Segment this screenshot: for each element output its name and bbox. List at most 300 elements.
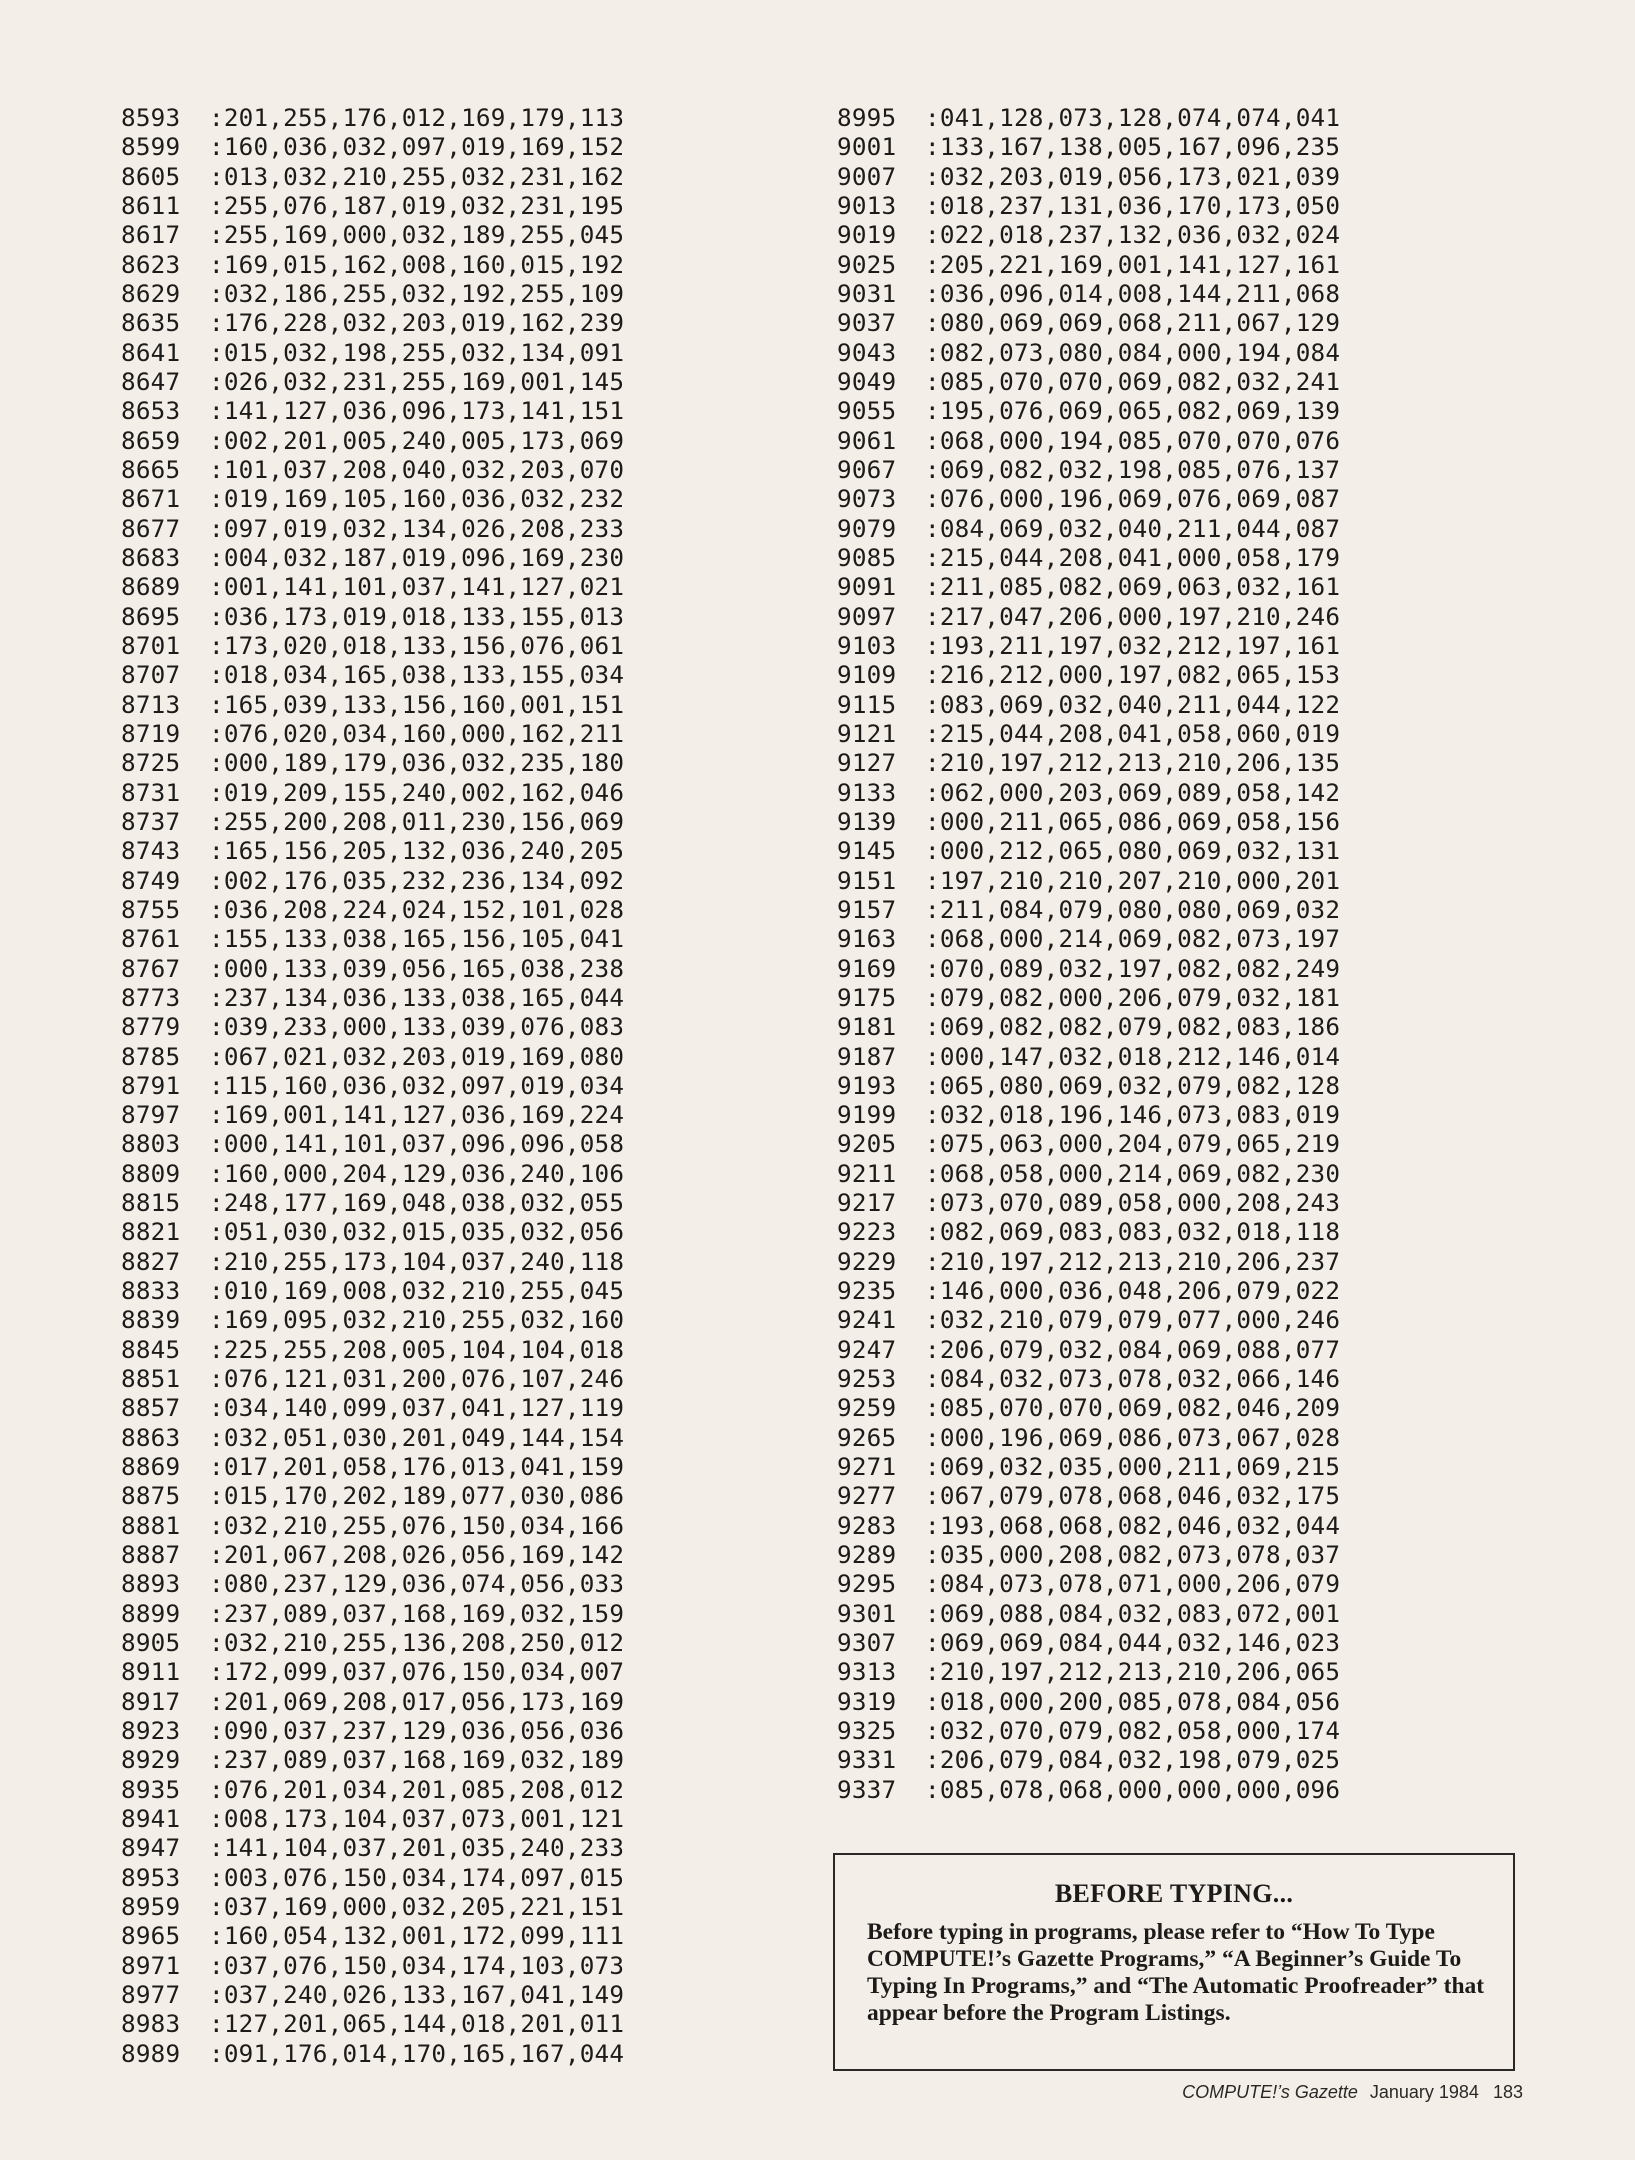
listing-line (837, 1276, 1340, 1305)
line-data: :036,173,019,018,133,155,013 (209, 601, 625, 631)
line-data: :248,177,169,048,038,032,055 (209, 1188, 625, 1218)
line-number: 9127 (837, 748, 897, 778)
listing-line (837, 1129, 1340, 1158)
listing-line (121, 2039, 624, 2068)
listing-line (837, 1745, 1340, 1774)
line-number: 9307 (837, 1628, 897, 1658)
listing-line (121, 1247, 624, 1276)
line-data: :197,210,210,207,210,000,201 (925, 865, 1341, 895)
before-typing-box (833, 1853, 1515, 2071)
line-number: 9031 (837, 278, 897, 308)
line-number: 8605 (121, 161, 181, 191)
line-number: 9061 (837, 425, 897, 455)
line-data: :146,000,036,048,206,079,022 (925, 1276, 1341, 1306)
line-data: :065,080,069,032,079,082,128 (925, 1070, 1341, 1100)
listing-line (837, 1628, 1340, 1657)
box-title: BEFORE TYPING... (1054, 1879, 1294, 1908)
listing-line (837, 1305, 1340, 1334)
line-number: 8965 (121, 1921, 181, 1951)
line-data: :022,018,237,132,036,032,024 (925, 220, 1341, 250)
line-data: :215,044,208,041,058,060,019 (925, 718, 1341, 748)
line-number: 9295 (837, 1569, 897, 1599)
line-number: 9025 (837, 249, 897, 279)
line-data: :210,197,212,213,210,206,237 (925, 1246, 1341, 1276)
line-data: :101,037,208,040,032,203,070 (209, 454, 625, 484)
line-number: 8761 (121, 924, 181, 954)
line-data: :069,082,082,079,082,083,186 (925, 1012, 1341, 1042)
listing-line (837, 1569, 1340, 1598)
line-data: :173,020,018,133,156,076,061 (209, 630, 625, 660)
listing-line (121, 1452, 624, 1481)
line-data: :097,019,032,134,026,208,233 (209, 513, 625, 543)
line-number: 8797 (121, 1100, 181, 1130)
line-number: 9259 (837, 1393, 897, 1423)
line-number: 9121 (837, 718, 897, 748)
listing-line (837, 631, 1340, 660)
line-number: 8821 (121, 1217, 181, 1247)
footer-date: January 1984 (1369, 2082, 1479, 2102)
line-data: :013,032,210,255,032,231,162 (209, 161, 625, 191)
listing-column-right (837, 103, 1340, 1804)
line-data: :000,147,032,018,212,146,014 (925, 1041, 1341, 1071)
line-number: 8875 (121, 1481, 181, 1511)
line-number: 9013 (837, 190, 897, 220)
line-number: 8599 (121, 132, 181, 162)
line-data: :004,032,187,019,096,169,230 (209, 542, 625, 572)
line-data: :083,069,032,040,211,044,122 (925, 689, 1341, 719)
listing-line (121, 1217, 624, 1246)
line-number: 9091 (837, 572, 897, 602)
line-data: :165,156,205,132,036,240,205 (209, 836, 625, 866)
listing-line (837, 103, 1340, 132)
line-data: :237,134,036,133,038,165,044 (209, 982, 625, 1012)
line-number: 8857 (121, 1393, 181, 1423)
line-number: 8983 (121, 2009, 181, 2039)
line-data: :067,021,032,203,019,169,080 (209, 1041, 625, 1071)
line-data: :084,069,032,040,211,044,087 (925, 513, 1341, 543)
line-data: :193,068,068,082,046,032,044 (925, 1510, 1341, 1540)
line-number: 9157 (837, 894, 897, 924)
listing-line (121, 1921, 624, 1950)
line-number: 8719 (121, 718, 181, 748)
line-data: :039,233,000,133,039,076,083 (209, 1012, 625, 1042)
listing-line (121, 1188, 624, 1217)
line-number: 9193 (837, 1070, 897, 1100)
line-number: 8773 (121, 982, 181, 1012)
line-number: 8809 (121, 1158, 181, 1188)
listing-line (837, 983, 1340, 1012)
line-data: :037,076,150,034,174,103,073 (209, 1950, 625, 1980)
listing-line (837, 1100, 1340, 1129)
line-number: 8731 (121, 777, 181, 807)
line-data: :169,001,141,127,036,169,224 (209, 1100, 625, 1130)
listing-line (121, 1393, 624, 1422)
listing-line (837, 1071, 1340, 1100)
line-number: 8971 (121, 1950, 181, 1980)
listing-line (837, 543, 1340, 572)
line-data: :160,054,132,001,172,099,111 (209, 1921, 625, 1951)
listing-line (121, 1335, 624, 1364)
line-number: 8899 (121, 1598, 181, 1628)
line-number: 8893 (121, 1569, 181, 1599)
line-data: :082,073,080,084,000,194,084 (925, 337, 1341, 367)
listing-line (837, 1687, 1340, 1716)
line-number: 9115 (837, 689, 897, 719)
listing-line (837, 1217, 1340, 1246)
line-data: :070,089,032,197,082,082,249 (925, 953, 1341, 983)
line-data: :133,167,138,005,167,096,235 (925, 132, 1341, 162)
line-data: :085,070,070,069,082,046,209 (925, 1393, 1341, 1423)
line-number: 9277 (837, 1481, 897, 1511)
listing-line (837, 690, 1340, 719)
listing-line (837, 1775, 1340, 1804)
line-data: :215,044,208,041,000,058,179 (925, 542, 1341, 572)
line-number: 9301 (837, 1598, 897, 1628)
line-data: :032,070,079,082,058,000,174 (925, 1716, 1341, 1746)
line-data: :084,073,078,071,000,206,079 (925, 1569, 1341, 1599)
listing-line (121, 132, 624, 161)
line-number: 9223 (837, 1217, 897, 1247)
line-data: :076,121,031,200,076,107,246 (209, 1364, 625, 1394)
line-data: :216,212,000,197,082,065,153 (925, 660, 1341, 690)
line-data: :155,133,038,165,156,105,041 (209, 924, 625, 954)
listing-line (121, 807, 624, 836)
line-data: :032,203,019,056,173,021,039 (925, 161, 1341, 191)
line-number: 9199 (837, 1100, 897, 1130)
line-data: :018,034,165,038,133,155,034 (209, 660, 625, 690)
line-data: :069,088,084,032,083,072,001 (925, 1598, 1341, 1628)
line-number: 8953 (121, 1862, 181, 1892)
listing-line (121, 1100, 624, 1129)
line-data: :018,000,200,085,078,084,056 (925, 1686, 1341, 1716)
line-data: :210,255,173,104,037,240,118 (209, 1246, 625, 1276)
line-number: 9145 (837, 836, 897, 866)
line-number: 8707 (121, 660, 181, 690)
line-data: :172,099,037,076,150,034,007 (209, 1657, 625, 1687)
listing-line (837, 778, 1340, 807)
line-number: 9133 (837, 777, 897, 807)
listing-line (121, 631, 624, 660)
line-number: 8863 (121, 1422, 181, 1452)
listing-line (837, 1247, 1340, 1276)
line-number: 8659 (121, 425, 181, 455)
listing-line (121, 924, 624, 953)
listing-line (837, 162, 1340, 191)
line-number: 8701 (121, 630, 181, 660)
line-data: :206,079,084,032,198,079,025 (925, 1745, 1341, 1775)
listing-line (837, 748, 1340, 777)
listing-line (837, 924, 1340, 953)
listing-line (837, 954, 1340, 983)
listing-line (837, 338, 1340, 367)
listing-line (121, 1833, 624, 1862)
line-data: :085,078,068,000,000,000,096 (925, 1774, 1341, 1804)
line-number: 8755 (121, 894, 181, 924)
listing-line (121, 690, 624, 719)
listing-line (837, 1423, 1340, 1452)
line-number: 8629 (121, 278, 181, 308)
line-data: :035,000,208,082,073,078,037 (925, 1540, 1341, 1570)
line-data: :073,070,089,058,000,208,243 (925, 1188, 1341, 1218)
line-number: 8689 (121, 572, 181, 602)
line-number: 9037 (837, 308, 897, 338)
line-data: :127,201,065,144,018,201,011 (209, 2009, 625, 2039)
line-number: 9001 (837, 132, 897, 162)
listing-line (121, 1980, 624, 2009)
line-number: 9103 (837, 630, 897, 660)
listing-line (121, 1863, 624, 1892)
listing-line (121, 1511, 624, 1540)
listing-line (837, 1364, 1340, 1393)
listing-line (121, 103, 624, 132)
listing-line (121, 778, 624, 807)
listing-line (837, 514, 1340, 543)
line-number: 9283 (837, 1510, 897, 1540)
line-number: 8977 (121, 1980, 181, 2009)
line-number: 8947 (121, 1833, 181, 1863)
line-number: 9229 (837, 1246, 897, 1276)
line-data: :141,127,036,096,173,141,151 (209, 396, 625, 426)
listing-line (837, 455, 1340, 484)
line-number: 8695 (121, 601, 181, 631)
listing-line (121, 426, 624, 455)
line-number: 8725 (121, 748, 181, 778)
listing-line (837, 132, 1340, 161)
listing-column-left (121, 103, 624, 2068)
line-number: 8743 (121, 836, 181, 866)
line-number: 9337 (837, 1774, 897, 1804)
listing-line (121, 396, 624, 425)
listing-line (121, 484, 624, 513)
line-data: :000,212,065,080,069,032,131 (925, 836, 1341, 866)
line-data: :068,000,194,085,070,070,076 (925, 425, 1341, 455)
line-data: :076,020,034,160,000,162,211 (209, 718, 625, 748)
listing-line (837, 719, 1340, 748)
line-data: :032,210,255,076,150,034,166 (209, 1510, 625, 1540)
box-body: Before typing in programs, please refer to “How To Type COMPUTE!’s Gazette Programs,” “A Beginner’s Guide To Typing In Programs,” and “The Automatic Proofreader” that appear before the Program Listings. (867, 1919, 1485, 2026)
line-data: :201,067,208,026,056,169,142 (209, 1540, 625, 1570)
line-data: :037,240,026,133,167,041,149 (209, 1980, 625, 2009)
line-data: :176,228,032,203,019,162,239 (209, 308, 625, 338)
line-data: :041,128,073,128,074,074,041 (925, 103, 1341, 132)
listing-line (121, 220, 624, 249)
listing-line (837, 660, 1340, 689)
line-data: :001,141,101,037,141,127,021 (209, 572, 625, 602)
line-data: :255,200,208,011,230,156,069 (209, 806, 625, 836)
listing-line (121, 1481, 624, 1510)
line-data: :010,169,008,032,210,255,045 (209, 1276, 625, 1306)
line-data: :026,032,231,255,169,001,145 (209, 366, 625, 396)
listing-line (837, 1511, 1340, 1540)
line-number: 8653 (121, 396, 181, 426)
line-number: 8677 (121, 513, 181, 543)
line-data: :018,237,131,036,170,173,050 (925, 190, 1341, 220)
line-number: 9331 (837, 1745, 897, 1775)
listing-line (121, 1276, 624, 1305)
line-data: :210,197,212,213,210,206,135 (925, 748, 1341, 778)
listing-line (837, 1452, 1340, 1481)
listing-line (121, 954, 624, 983)
listing-line (121, 1657, 624, 1686)
line-number: 9055 (837, 396, 897, 426)
line-data: :003,076,150,034,174,097,015 (209, 1862, 625, 1892)
line-number: 8785 (121, 1041, 181, 1071)
listing-line (121, 1892, 624, 1921)
line-data: :090,037,237,129,036,056,036 (209, 1716, 625, 1746)
line-number: 9265 (837, 1422, 897, 1452)
listing-line (121, 1951, 624, 1980)
line-data: :036,096,014,008,144,211,068 (925, 278, 1341, 308)
line-data: :255,169,000,032,189,255,045 (209, 220, 625, 250)
line-data: :237,089,037,168,169,032,159 (209, 1598, 625, 1628)
listing-line (121, 543, 624, 572)
listing-line (121, 836, 624, 865)
line-number: 8833 (121, 1276, 181, 1306)
listing-line (837, 1393, 1340, 1422)
listing-line (121, 1364, 624, 1393)
line-number: 8905 (121, 1628, 181, 1658)
listing-line (837, 572, 1340, 601)
line-data: :069,032,035,000,211,069,215 (925, 1452, 1341, 1482)
listing-line (121, 308, 624, 337)
line-data: :165,039,133,156,160,001,151 (209, 689, 625, 719)
line-data: :008,173,104,037,073,001,121 (209, 1804, 625, 1834)
line-data: :019,169,105,160,036,032,232 (209, 484, 625, 514)
line-data: :000,211,065,086,069,058,156 (925, 806, 1341, 836)
line-number: 8611 (121, 190, 181, 220)
listing-line (121, 748, 624, 777)
line-data: :076,201,034,201,085,208,012 (209, 1774, 625, 1804)
listing-line (837, 1042, 1340, 1071)
line-data: :080,069,069,068,211,067,129 (925, 308, 1341, 338)
line-number: 8635 (121, 308, 181, 338)
line-number: 9175 (837, 982, 897, 1012)
listing-line (121, 162, 624, 191)
line-number: 9169 (837, 953, 897, 983)
line-data: :211,085,082,069,063,032,161 (925, 572, 1341, 602)
listing-line (121, 1716, 624, 1745)
line-data: :069,082,032,198,085,076,137 (925, 454, 1341, 484)
line-number: 8683 (121, 542, 181, 572)
line-data: :051,030,032,015,035,032,056 (209, 1217, 625, 1247)
line-number: 9163 (837, 924, 897, 954)
listing-line (837, 1599, 1340, 1628)
listing-line (121, 1305, 624, 1334)
line-data: :225,255,208,005,104,104,018 (209, 1334, 625, 1364)
line-number: 9043 (837, 337, 897, 367)
line-number: 8941 (121, 1804, 181, 1834)
line-number: 8929 (121, 1745, 181, 1775)
line-data: :068,000,214,069,082,073,197 (925, 924, 1341, 954)
line-data: :069,069,084,044,032,146,023 (925, 1628, 1341, 1658)
listing-line (121, 279, 624, 308)
listing-line (121, 1042, 624, 1071)
line-data: :032,210,255,136,208,250,012 (209, 1628, 625, 1658)
listing-line (837, 367, 1340, 396)
listing-line (837, 1159, 1340, 1188)
listing-line (837, 426, 1340, 455)
line-data: :002,176,035,232,236,134,092 (209, 865, 625, 895)
line-data: :255,076,187,019,032,231,195 (209, 190, 625, 220)
line-data: :034,140,099,037,041,127,119 (209, 1393, 625, 1423)
listing-line (837, 895, 1340, 924)
page-footer (1182, 2082, 1523, 2103)
line-data: :019,209,155,240,002,162,046 (209, 777, 625, 807)
footer-page-number: 183 (1492, 2082, 1523, 2102)
line-number: 8851 (121, 1364, 181, 1394)
line-data: :201,069,208,017,056,173,169 (209, 1686, 625, 1716)
listing-line (121, 250, 624, 279)
line-data: :080,237,129,036,074,056,033 (209, 1569, 625, 1599)
listing-line (121, 719, 624, 748)
line-number: 9019 (837, 220, 897, 250)
line-number: 8593 (121, 103, 181, 132)
listing-line (837, 250, 1340, 279)
listing-line (121, 572, 624, 601)
line-data: :079,082,000,206,079,032,181 (925, 982, 1341, 1012)
line-data: :017,201,058,176,013,041,159 (209, 1452, 625, 1482)
line-data: :084,032,073,078,032,066,146 (925, 1364, 1341, 1394)
line-number: 8803 (121, 1129, 181, 1159)
line-number: 8827 (121, 1246, 181, 1276)
line-number: 8815 (121, 1188, 181, 1218)
line-number: 9313 (837, 1657, 897, 1687)
listing-line (837, 866, 1340, 895)
listing-line (837, 1657, 1340, 1686)
listing-line (837, 602, 1340, 631)
line-data: :032,186,255,032,192,255,109 (209, 278, 625, 308)
line-data: :169,095,032,210,255,032,160 (209, 1305, 625, 1335)
listing-line (121, 660, 624, 689)
line-data: :160,036,032,097,019,169,152 (209, 132, 625, 162)
line-number: 9271 (837, 1452, 897, 1482)
listing-line (837, 308, 1340, 337)
listing-line (121, 367, 624, 396)
listing-line (121, 895, 624, 924)
listing-line (121, 1071, 624, 1100)
listing-line (121, 1775, 624, 1804)
listing-line (121, 1159, 624, 1188)
line-data: :082,069,083,083,032,018,118 (925, 1217, 1341, 1247)
listing-line (121, 191, 624, 220)
line-number: 9253 (837, 1364, 897, 1394)
listing-line (121, 1540, 624, 1569)
line-number: 9319 (837, 1686, 897, 1716)
line-number: 9109 (837, 660, 897, 690)
line-number: 8959 (121, 1892, 181, 1922)
line-number: 8869 (121, 1452, 181, 1482)
listing-line (121, 2009, 624, 2038)
listing-line (121, 1569, 624, 1598)
footer-magazine: COMPUTE!’s Gazette (1182, 2082, 1358, 2102)
line-data: :002,201,005,240,005,173,069 (209, 425, 625, 455)
line-data: :032,210,079,079,077,000,246 (925, 1305, 1341, 1335)
listing-line (837, 484, 1340, 513)
line-number: 8665 (121, 454, 181, 484)
line-data: :000,196,069,086,073,067,028 (925, 1422, 1341, 1452)
line-number: 8887 (121, 1540, 181, 1570)
line-data: :115,160,036,032,097,019,034 (209, 1070, 625, 1100)
line-data: :037,169,000,032,205,221,151 (209, 1892, 625, 1922)
line-number: 8989 (121, 2038, 181, 2068)
line-data: :193,211,197,032,212,197,161 (925, 630, 1341, 660)
line-number: 9139 (837, 806, 897, 836)
listing-line (837, 396, 1340, 425)
line-data: :160,000,204,129,036,240,106 (209, 1158, 625, 1188)
line-number: 8839 (121, 1305, 181, 1335)
line-number: 8647 (121, 366, 181, 396)
line-data: :000,141,101,037,096,096,058 (209, 1129, 625, 1159)
